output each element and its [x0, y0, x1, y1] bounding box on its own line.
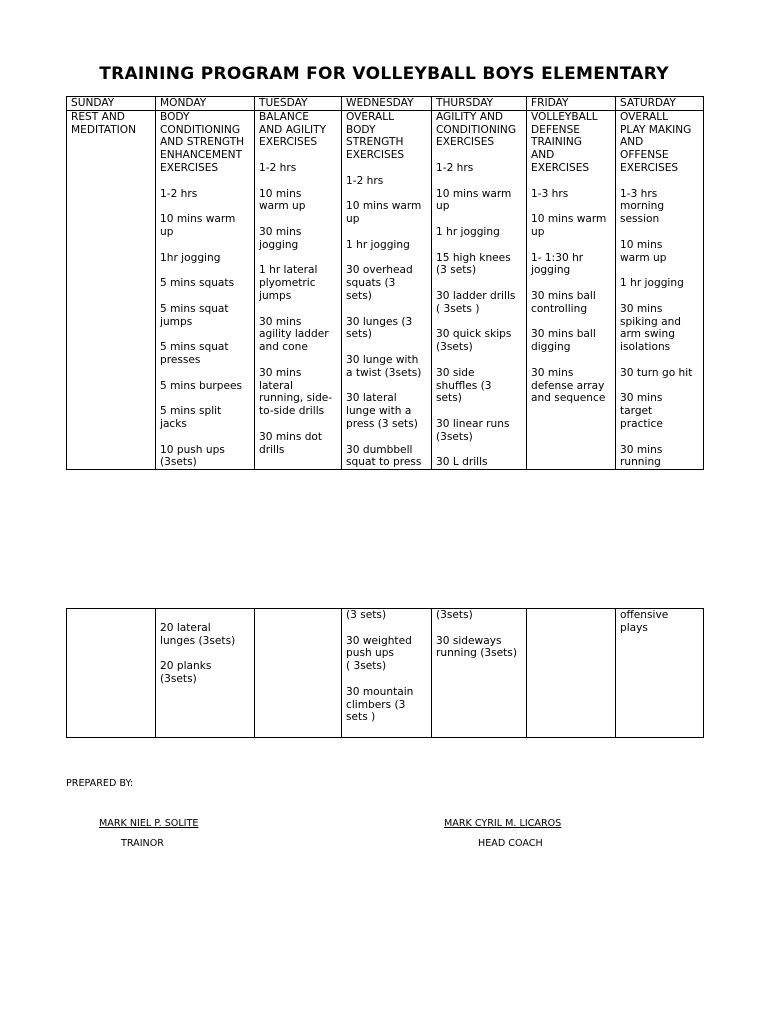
schedule-table — [66, 96, 704, 470]
day-header-saturday: SATURDAY — [616, 97, 704, 111]
day-header-thursday: THURSDAY — [432, 97, 527, 111]
friday-program: VOLLEYBALL DEFENSE TRAINING AND EXERCISES 1-3 hrs 10 mins warm up 1- 1:30 hr jogging 30 mins ball controlling 30 mins ball digging 30 mins defense array and sequence — [527, 110, 616, 469]
head-coach-role: HEAD COACH — [478, 838, 543, 849]
day-header-tuesday: TUESDAY — [255, 97, 342, 111]
page-title: TRAINING PROGRAM FOR VOLLEYBALL BOYS ELEMENTARY — [99, 64, 669, 84]
thursday-program: AGILITY AND CONDITIONING EXERCISES 1-2 hrs 10 mins warm up 1 hr jogging 15 high knees (3 sets) 30 ladder drills ( 3sets ) 30 quick skips (3sets) 30 side shuffles (3 sets) 30 linear runs (3sets) 30 L drills — [432, 110, 527, 469]
schedule-row — [67, 110, 704, 469]
day-header-friday: FRIDAY — [527, 97, 616, 111]
saturday-program: OVERALL PLAY MAKING AND OFFENSE EXERCISES 1-3 hrs morning session 10 mins warm up 1 hr jogging 30 mins spiking and arm swing isolations 30 turn go hit 30 mins target practice 30 mins running — [616, 110, 704, 469]
trainor-role: TRAINOR — [121, 838, 164, 849]
tuesday-program: BALANCE AND AGILITY EXERCISES 1-2 hrs 10 mins warm up 30 mins jogging 1 hr lateral plyometric jumps 30 mins agility ladder and cone 30 mins lateral running, side- to-side drills 30 mins dot drills — [255, 110, 342, 469]
day-header-sunday: SUNDAY — [67, 97, 156, 111]
thursday-program-cont: (3sets) 30 sideways running (3sets) — [432, 609, 527, 738]
prepared-by-label: PREPARED BY: — [66, 778, 134, 789]
monday-program-cont: 20 lateral lunges (3sets) 20 planks (3sets) — [156, 609, 255, 738]
head-coach-name: MARK CYRIL M. LICAROS — [444, 818, 562, 829]
sunday-program: REST AND MEDITATION — [67, 110, 156, 469]
tuesday-program-cont — [255, 609, 342, 738]
wednesday-program: OVERALL BODY STRENGTH EXERCISES 1-2 hrs 10 mins warm up 1 hr jogging 30 overhead squats (3 sets) 30 lunges (3 sets) 30 lunge with a twist (3sets) 30 lateral lunge with a press (3 sets) 30 dumbbell squat to press — [342, 110, 432, 469]
trainor-name: MARK NIEL P. SOLITE — [99, 818, 199, 829]
day-header-monday: MONDAY — [156, 97, 255, 111]
schedule-row-continued — [67, 609, 704, 738]
schedule-table-continued — [66, 608, 704, 738]
sunday-program-cont — [67, 609, 156, 738]
day-header-wednesday: WEDNESDAY — [342, 97, 432, 111]
saturday-program-cont: offensive plays — [616, 609, 704, 738]
monday-program: BODY CONDITIONING AND STRENGTH ENHANCEMENT EXERCISES 1-2 hrs 10 mins warm up 1hr jogging 5 mins squats 5 mins squat jumps 5 mins squat presses 5 mins burpees 5 mins split jacks 10 push ups (3sets) — [156, 110, 255, 469]
friday-program-cont — [527, 609, 616, 738]
wednesday-program-cont: (3 sets) 30 weighted push ups ( 3sets) 30 mountain climbers (3 sets ) — [342, 609, 432, 738]
day-header-row — [67, 97, 704, 111]
